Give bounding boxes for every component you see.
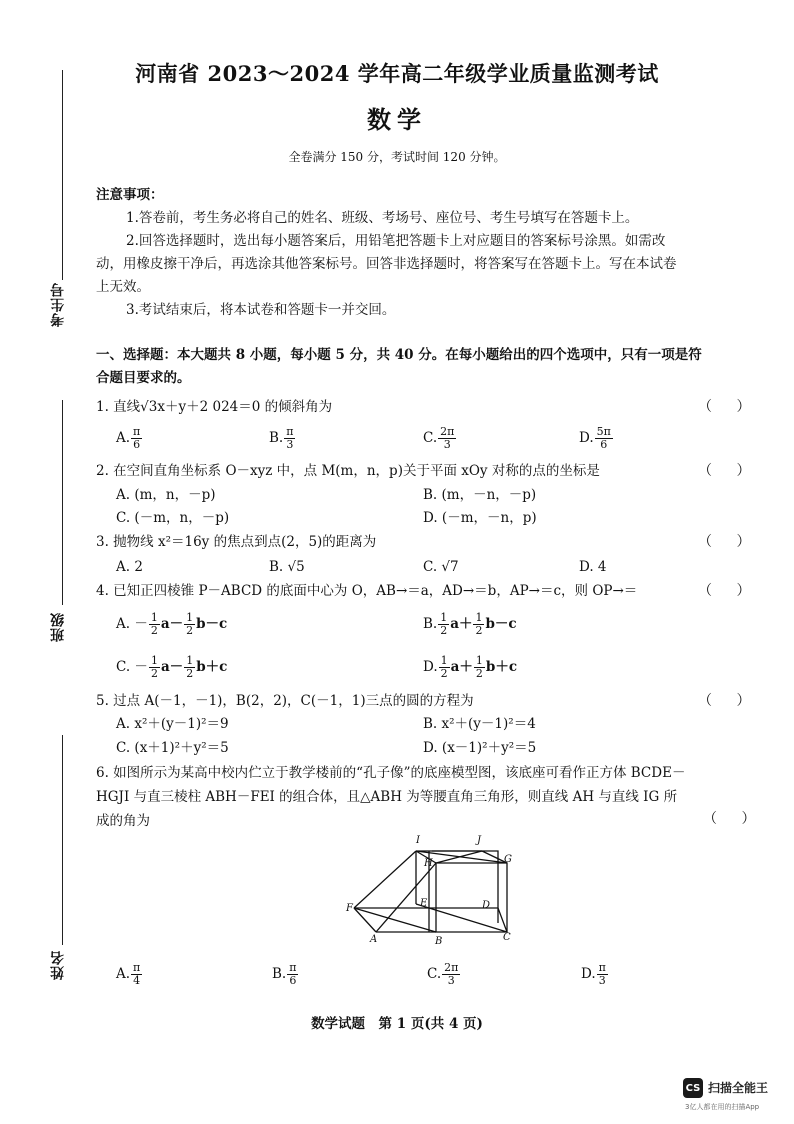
q4-a-frac1-den: 2 [150, 624, 158, 637]
note-2-line-3: 上无效。 [96, 279, 150, 295]
q6-d-frac [597, 962, 608, 987]
q4-b-frac1 [438, 612, 449, 637]
q6-c-label: C. [427, 966, 442, 982]
q4-c-frac1 [149, 655, 160, 680]
fig-label-h: H [424, 858, 433, 869]
q3-option-d: D. 4 [579, 559, 607, 575]
note-2-line-1: 2.回答选择题时，选出每小题答案后，用铅笔把答题卡上对应题目的答案标号涂黑。如需改 [126, 233, 666, 249]
note-2-line-2: 动，用橡皮擦干净后，再选涂其他答案标号。回答非选择题时，将答案写在答题卡上。写在本试卷 [96, 256, 677, 272]
q6-b-frac [287, 962, 298, 987]
q6-stem-line-1: 6. 如图所示为某高中校内伫立于教学楼前的“孔子像”的底座模型图，该底座可看作正方体 BCDE－ [96, 765, 686, 781]
q2-option-b: B. (m，－n，－p) [423, 487, 537, 503]
q4-c-pre: C. － [116, 659, 148, 675]
q4-d-frac1-num: 1 [440, 654, 448, 667]
q5-option-a: A. x²＋(y－1)²＝9 [116, 716, 229, 732]
q4-c-mid: a－ [160, 659, 184, 675]
exam-info: 全卷满分 150 分，考试时间 120 分钟。 [288, 150, 506, 164]
q6-a-den: 4 [133, 974, 141, 987]
q4-b-frac2-den: 2 [475, 624, 483, 637]
fig-edge-dc [498, 908, 507, 932]
q5-answer-paren: （ ） [698, 693, 761, 709]
exam-title: 河南省 2023～2024 学年高二年级学业质量监测考试 [135, 61, 659, 86]
q4-d-post: b＋c [485, 659, 518, 675]
page-footer: 数学试题 第 1 页(共 4 页) [311, 1016, 483, 1032]
q1-option-b [269, 426, 296, 451]
name-label: 姓名 [50, 950, 66, 980]
q3-stem: 3. 抛物线 x²＝16y 的焦点到点(2，5)的距离为 [96, 534, 377, 550]
q2-answer-paren: （ ） [698, 463, 761, 479]
q3-option-b: B. √5 [269, 559, 305, 575]
q1-d-den: 6 [600, 438, 608, 451]
q6-a-label: A. [116, 966, 131, 982]
q1-d-label: D. [579, 430, 594, 446]
class-label: 班级 [50, 612, 66, 642]
q2-option-c: C. (－m，n，－p) [116, 510, 230, 526]
q4-a-post: b－c [196, 616, 228, 632]
q6-c-frac [442, 962, 460, 987]
q4-b-mid: a＋ [450, 616, 473, 632]
q1-stem [96, 396, 332, 418]
q5-stem: 5. 过点 A(－1，－1)，B(2，2)，C(－1，1)三点的圆的方程为 [96, 693, 474, 709]
q1-c-den: 3 [443, 438, 451, 451]
q6-b-label: B. [272, 966, 287, 982]
q3-answer-paren: （ ） [698, 534, 761, 550]
q6-b-den: 6 [289, 974, 297, 987]
q4-b-frac2-num: 1 [475, 611, 483, 624]
camscanner-logo-icon: CS [683, 1078, 703, 1098]
fig-label-i: I [416, 835, 420, 846]
q5-option-b: B. x²＋(y－1)²＝4 [423, 716, 536, 732]
camscanner-name: 扫描全能王 [708, 1081, 769, 1095]
exam-no-label: 考生号 [50, 282, 66, 327]
q4-c-post: b＋c [196, 659, 228, 675]
q4-c-frac1-den: 2 [150, 667, 158, 680]
q3-option-a: A. 2 [116, 559, 143, 575]
note-1: 1.答卷前，考生务必将自己的姓名、班级、考场号、座位号、考生号填写在答题卡上。 [126, 210, 639, 226]
q4-d-pre: D. [423, 659, 438, 675]
q1-a-num: π [133, 425, 141, 438]
q4-d-mid: a＋ [450, 659, 473, 675]
q4-option-b [423, 612, 517, 637]
notes-heading: 注意事项： [96, 187, 164, 203]
q4-d-frac2 [474, 655, 485, 680]
q1-c-num: 2π [440, 425, 455, 438]
q4-d-frac2-den: 2 [475, 667, 483, 680]
fig-label-a: A [370, 934, 378, 945]
fig-label-e: E [420, 898, 428, 909]
q4-b-pre: B. [423, 616, 438, 632]
q4-c-frac1-num: 1 [150, 654, 158, 667]
q4-b-frac1-den: 2 [440, 624, 448, 637]
q1-b-den: 3 [286, 438, 294, 451]
q2-stem: 2. 在空间直角坐标系 O－xyz 中，点 M(m，n，p)关于平面 xOy 对称的点的坐标是 [96, 463, 600, 479]
q6-option-d [581, 962, 609, 987]
margin-line-bottom [62, 735, 63, 945]
q6-c-den: 3 [447, 974, 455, 987]
q6-stem-line-3: 成的角为 [96, 813, 150, 829]
q4-a-frac2-num: 1 [186, 611, 194, 624]
q4-option-a [116, 612, 227, 637]
q4-c-frac2 [184, 655, 195, 680]
q4-a-frac2-den: 2 [186, 624, 194, 637]
q4-a-mid: a－ [160, 616, 184, 632]
q1-d-frac [595, 426, 613, 451]
q4-c-frac2-num: 1 [186, 654, 194, 667]
q4-a-frac1 [149, 612, 160, 637]
camscanner-slogan: 3亿人都在用的扫描App [685, 1103, 760, 1111]
q4-option-c [116, 655, 227, 680]
q1-d-num: 5π [596, 425, 611, 438]
q1-option-d [579, 426, 614, 451]
fig-label-f: F [346, 903, 353, 914]
note-3: 3.考试结束后，将本试卷和答题卡一并交回。 [126, 302, 396, 318]
fig-label-c: C [503, 932, 511, 943]
margin-line-mid [62, 400, 63, 605]
q4-answer-paren: （ ） [698, 583, 761, 599]
q6-b-num: π [289, 961, 297, 974]
q1-a-label: A. [116, 430, 131, 446]
q4-option-d [423, 655, 517, 680]
q1-option-c [423, 426, 457, 451]
q6-option-c [427, 962, 461, 987]
section-heading-line-1: 一、选择题：本大题共 8 小题，每小题 5 分，共 40 分。在每小题给出的四个选项中，只有一项是符 [96, 347, 702, 363]
q4-d-frac2-num: 1 [475, 654, 483, 667]
fig-label-j: J [477, 835, 482, 846]
q1-option-a [116, 426, 143, 451]
q4-a-pre: A. － [116, 616, 148, 632]
fig-edge-fb [354, 908, 436, 932]
q6-d-num: π [598, 961, 606, 974]
q1-answer-paren: （ ） [698, 399, 761, 415]
q6-stem-line-2: HGJI 与直三棱柱 ABH－FEI 的组合体，且△ABH 为等腰直角三角形，则直线 AH 与直线 IG 所 [96, 789, 678, 805]
q6-a-frac [131, 962, 142, 987]
fig-label-b: B [435, 936, 443, 947]
q4-d-frac1 [439, 655, 450, 680]
q1-a-den: 6 [133, 438, 141, 451]
q4-d-frac1-den: 2 [440, 667, 448, 680]
q2-option-d: D. (－m，－n，p) [423, 510, 537, 526]
q6-d-label: D. [581, 966, 596, 982]
section-heading-line-2: 合题目要求的。 [96, 370, 191, 386]
q4-a-frac2 [184, 612, 195, 637]
q4-b-frac2 [473, 612, 484, 637]
q1-stem-a: 1. 直线 [96, 399, 141, 415]
q4-a-frac1-num: 1 [150, 611, 158, 624]
q1-stem-b: x＋y＋2 024＝0 的倾斜角为 [157, 399, 333, 415]
fig-label-g: G [504, 854, 512, 865]
q6-option-a [116, 962, 143, 987]
q4-b-post: b－c [485, 616, 517, 632]
q3-option-c: C. √7 [423, 559, 459, 575]
fig-edge-if [354, 851, 416, 908]
q6-answer-paren: （ ） [703, 811, 766, 827]
q6-figure [340, 830, 530, 948]
q1-c-label: C. [423, 430, 438, 446]
q6-c-num: 2π [444, 961, 459, 974]
subject-title: 数学 [367, 105, 427, 134]
q5-option-c: C. (x＋1)²＋y²＝5 [116, 740, 229, 756]
q1-sqrt3: √3 [140, 399, 158, 415]
q1-a-frac [131, 426, 142, 451]
q4-c-frac2-den: 2 [186, 667, 194, 680]
q5-option-d: D. (x－1)²＋y²＝5 [423, 740, 537, 756]
q6-d-den: 3 [598, 974, 606, 987]
q6-option-b [272, 962, 299, 987]
q1-b-label: B. [269, 430, 284, 446]
q2-option-a: A. (m，n，－p) [116, 487, 216, 503]
q1-b-frac [284, 426, 295, 451]
fig-label-d: D [482, 900, 491, 911]
q4-b-frac1-num: 1 [440, 611, 448, 624]
q1-c-frac [438, 426, 456, 451]
q4-stem: 4. 已知正四棱锥 P－ABCD 的底面中心为 O，AB→＝a，AD→＝b，AP→＝c，则 OP→＝ [96, 583, 638, 599]
q6-a-num: π [133, 961, 141, 974]
q1-b-num: π [286, 425, 294, 438]
